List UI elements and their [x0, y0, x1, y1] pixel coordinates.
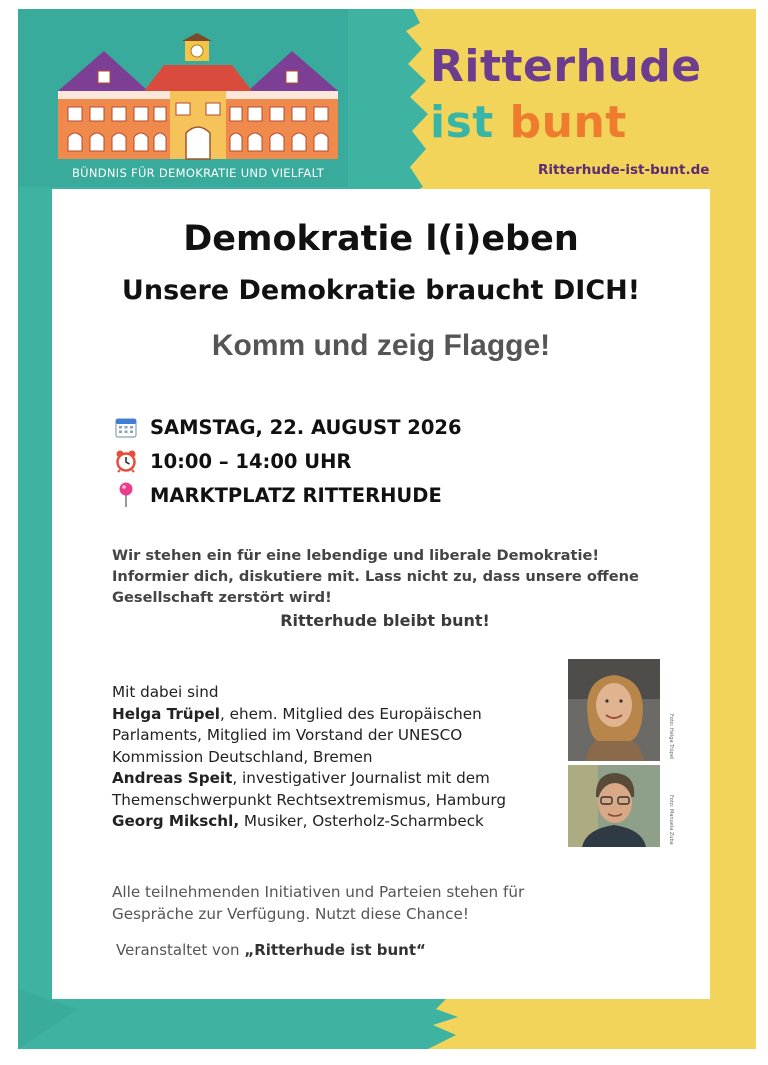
- guest-desc: Parlaments, Mitglied im Vorstand der UNESCO: [112, 726, 463, 744]
- photo-helga-truepel: [568, 659, 660, 761]
- closing-line: Gespräche zur Verfügung. Nutzt diese Chance!: [112, 905, 469, 923]
- guest-desc: Themenschwerpunkt Rechtsextremismus, Hamburg: [112, 790, 507, 809]
- statement-line: Wir stehen ein für eine lebendige und liberale Demokratie!: [112, 547, 600, 564]
- guest-item: [112, 704, 572, 726]
- pushpin-icon: [114, 482, 138, 508]
- motto: Ritterhude bleibt bunt!: [280, 611, 490, 630]
- alarm-clock-icon: [114, 448, 138, 474]
- calendar-icon: [114, 414, 138, 440]
- guest-intro: Mit dabei sind: [112, 683, 219, 701]
- statement-text: [112, 545, 672, 608]
- logo-ritterhude: Ritterhude: [430, 41, 702, 92]
- organizer-prefix: Veranstaltet von: [116, 941, 245, 959]
- logo-ist-bunt: [430, 97, 627, 148]
- organizer-name: „Ritterhude ist bunt“: [244, 941, 426, 959]
- guest-list: [112, 682, 572, 833]
- closing-text: [112, 881, 592, 925]
- page-title: Demokratie l(i)eben: [183, 219, 579, 259]
- event-date-row: [114, 411, 462, 443]
- content-card: [52, 189, 710, 999]
- page-subtitle: Unsere Demokratie braucht DICH!: [121, 275, 641, 306]
- guest-name: Andreas Speit: [112, 769, 233, 787]
- guest-desc: Musiker, Osterholz-Scharmbeck: [239, 812, 484, 830]
- guest-desc: , ehem. Mitglied des Europäischen: [220, 704, 482, 723]
- photo-credit: Foto: Helga Trüpel: [668, 714, 674, 760]
- event-date: SAMSTAG, 22. AUGUST 2026: [150, 415, 462, 439]
- photo-andreas-speit: [568, 765, 660, 847]
- guest-desc: , investigativer Journalist mit dem: [232, 769, 490, 787]
- guest-desc: Kommission Deutschland, Bremen: [112, 747, 373, 766]
- event-location-row: [114, 479, 442, 511]
- guest-name: Georg Mikschl,: [112, 812, 240, 830]
- photo-credit: Foto: Manuela Zuba: [668, 795, 674, 845]
- slogan: Komm und zeig Flagge!: [211, 329, 551, 362]
- event-time: 10:00 – 14:00 UHR: [150, 449, 352, 473]
- logo-word-ist: ist: [430, 97, 494, 148]
- guest-item: [112, 768, 572, 790]
- statement-line: Gesellschaft zerstört wird!: [112, 589, 332, 606]
- town-hall-illustration: [52, 33, 348, 161]
- logo-word-bunt: bunt: [509, 97, 627, 148]
- event-time-row: [114, 445, 351, 477]
- guest-item: [112, 811, 572, 833]
- event-location: MARKTPLATZ RITTERHUDE: [150, 483, 442, 507]
- guest-name: Helga Trüpel: [112, 704, 220, 723]
- alliance-tagline: BÜNDNIS FÜR DEMOKRATIE UND VIELFALT: [71, 166, 325, 180]
- website-link[interactable]: Ritterhude-ist-bunt.de: [538, 162, 710, 178]
- organizer-line: [116, 941, 426, 959]
- closing-line: Alle teilnehmenden Initiativen und Parteien stehen für: [112, 883, 525, 901]
- poster: [18, 9, 756, 1049]
- statement-line: Informier dich, diskutiere mit. Lass nicht zu, dass unsere offene: [112, 568, 639, 585]
